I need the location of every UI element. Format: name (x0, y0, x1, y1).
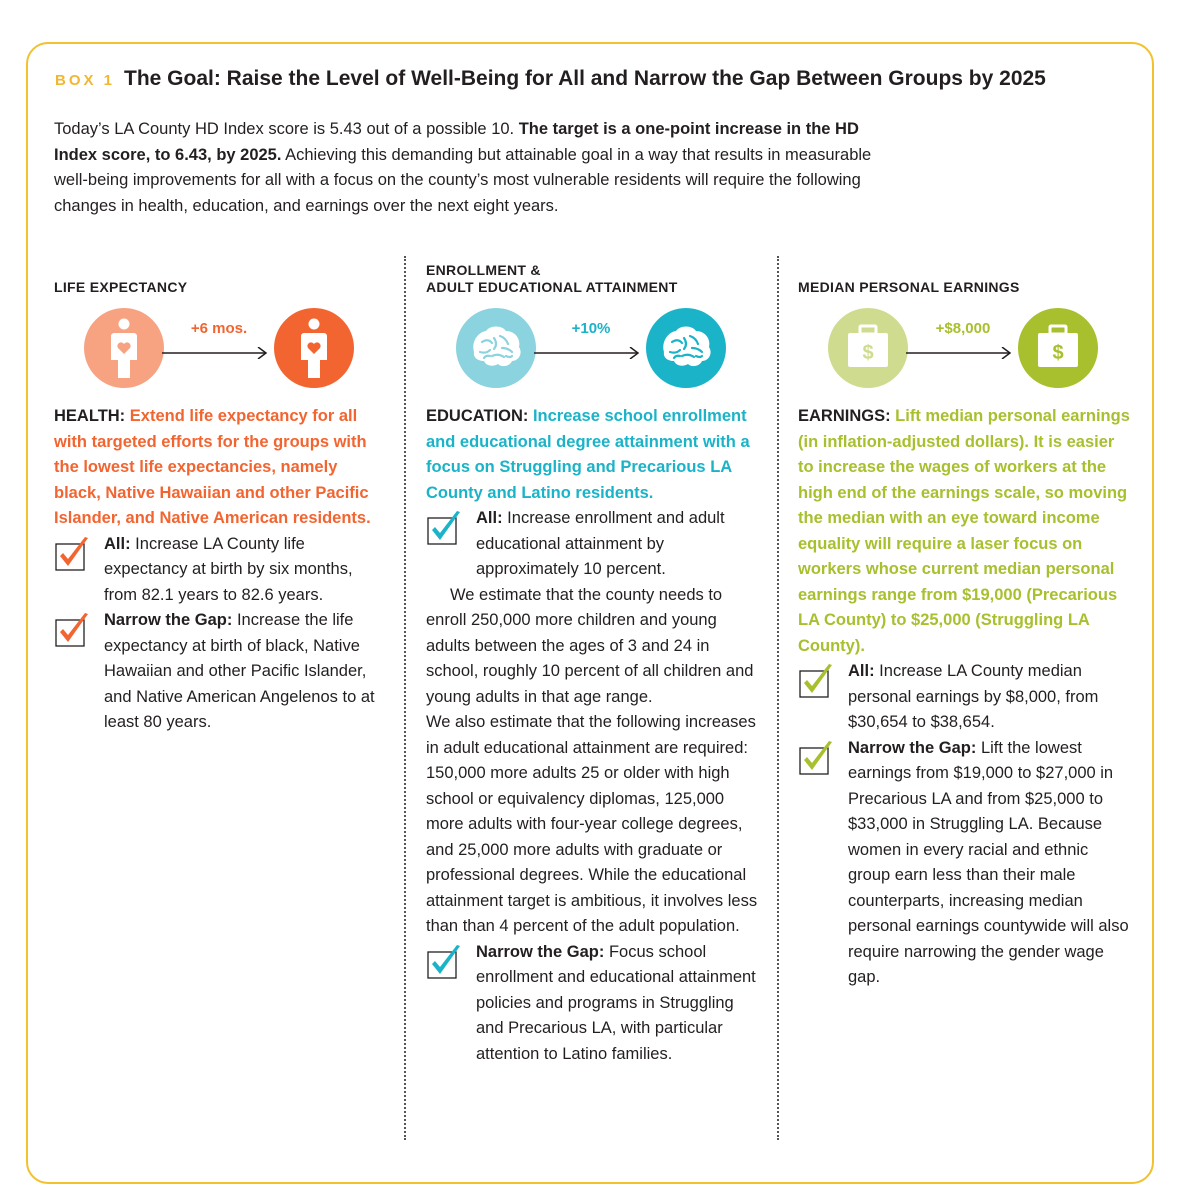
education-heading-line-2: ADULT EDUCATIONAL ATTAINMENT (426, 279, 678, 295)
checkmark-icon (426, 510, 464, 546)
education-graphic (426, 296, 762, 404)
checkmark-icon (798, 663, 836, 699)
earnings-gap-text: Lift the lowest earnings from $19,000 to $27,000 in Precarious LA and from $25,000 to $33,000 in Struggling LA. Because women in every racial and ethnic group earn less than their male counterparts, increasing median personal earnings countywide will also require narrowing the gender wage gap. (848, 738, 1129, 986)
intro-target-text: The target is a one-point increase in the HD Index score, to 6.43, by 2025. (54, 120, 859, 164)
box-title: The Goal: Raise the Level of Well-Being for All and Narrow the Gap Between Groups by 2025 (124, 67, 1046, 90)
health-column (54, 252, 386, 736)
education-heading (426, 252, 762, 296)
person-heart-icon (274, 308, 354, 388)
education-paragraph-1: We estimate that the county needs to enroll 250,000 more children and young adults between the ages of 3 and 24 in school, roughly 10 percent of all children and young adults in that age range. (426, 585, 754, 706)
earnings-column (798, 252, 1134, 991)
earnings-all-item (798, 659, 1134, 736)
education-section (426, 404, 762, 1067)
box-label: BOX 1 (55, 72, 116, 89)
education-lead (426, 404, 762, 506)
health-gap-text: Increase the life expectancy at birth of black, Native Hawaiian and other Pacific Islander, and Native American Angelenos to at least 80 years. (104, 611, 375, 731)
money-bag-icon (1018, 308, 1098, 388)
health-lead (54, 404, 386, 532)
education-all-item (426, 506, 762, 583)
earnings-lead (798, 404, 1134, 659)
education-gap-label: Narrow the Gap: (476, 942, 605, 961)
education-arrow-label: +10% (571, 320, 611, 337)
earnings-lead-text: Lift median personal earnings (in inflation-adjusted dollars). It is easier to increase the wages of workers at the high end of the earnings scale, so moving the median with an eye toward income equality will require a laser focus on workers whose current median personal earnings range from $19,000 (Precarious LA County) to $25,000 (Struggling LA County). (798, 407, 1130, 655)
earnings-section (798, 404, 1134, 991)
money-bag-icon (828, 308, 908, 388)
column-divider-1 (404, 256, 406, 1140)
arrow-right-icon (534, 347, 642, 359)
life-expectancy-arrow-label: +6 mos. (190, 320, 248, 337)
column-divider-2 (777, 256, 779, 1140)
health-lead-label: HEALTH: (54, 407, 126, 425)
health-all-item (54, 532, 386, 609)
education-column (426, 252, 762, 1067)
dollar-symbol: $ (1052, 342, 1064, 364)
life-expectancy-heading: LIFE EXPECTANCY (54, 279, 188, 295)
earnings-lead-label: EARNINGS: (798, 407, 891, 425)
checkmark-icon (798, 740, 836, 776)
earnings-all-label: All: (848, 662, 875, 680)
health-lead-text: Extend life expectancy for all with targeted efforts for the groups with the lowest life expectancies, namely black, Native Hawaiian and other Pacific Islander, and Native American residents. (54, 407, 371, 527)
earnings-graphic (798, 296, 1134, 404)
earnings-heading: MEDIAN PERSONAL EARNINGS (798, 279, 1020, 295)
intro-text-2: Achieving this demanding but attainable goal in a way that results in measurable well-being improvements for all with a focus on the county’s most vulnerable residents will require the following changes in health, education, and earnings over the next eight years. (54, 145, 872, 215)
education-heading-line-1: ENROLLMENT & (426, 262, 541, 278)
education-gap-item (426, 940, 762, 1068)
education-lead-label: EDUCATION: (426, 407, 529, 425)
dollar-symbol: $ (862, 342, 874, 364)
earnings-gap-item (798, 736, 1134, 991)
health-all-label: All: (104, 534, 131, 553)
earnings-all-text: Increase LA County median personal earnings by $8,000, from $30,654 to $38,654. (848, 662, 1099, 731)
education-paragraph-2: We also estimate that the following increases in adult educational attainment are required: 150,000 more adults 25 or older with high school or equivalency diplomas, 125,000 more adults with four-year college degrees, and 25,000 more adults with graduate or professional degrees. While the educational attainment target is ambitious, it involves less than than 4 percent of the adult population. (426, 713, 758, 935)
arrow-right-icon (162, 347, 270, 359)
education-all-text: Increase enrollment and adult educational attainment by approximately 10 percent. (476, 509, 725, 578)
education-all-label: All: (476, 509, 503, 527)
brain-icon (456, 308, 536, 388)
intro-text-1: Today’s LA County HD Index score is 5.43 out of a possible 10. (54, 120, 519, 138)
earnings-arrow-label: +$8,000 (935, 320, 991, 337)
brain-icon (646, 308, 726, 388)
health-gap-label: Narrow the Gap: (104, 611, 233, 629)
person-heart-icon (84, 308, 164, 388)
checkmark-icon (54, 612, 92, 648)
health-all-text: Increase LA County life expectancy at birth by six months, from 82.1 years to 82.6 years. (104, 534, 353, 604)
health-gap-item (54, 608, 386, 736)
arrow-right-icon (906, 347, 1014, 359)
health-section (54, 404, 386, 736)
checkmark-icon (426, 944, 464, 980)
earnings-gap-label: Narrow the Gap: (848, 738, 977, 757)
education-lead-text: Increase school enrollment and educational degree attainment with a focus on Struggling and Precarious LA County and Latino residents. (426, 407, 750, 502)
education-gap-text: Focus school enrollment and educational attainment policies and programs in Struggling and Precarious LA, with particular attention to Latino families. (476, 942, 756, 1063)
intro-paragraph (54, 117, 884, 219)
life-expectancy-graphic (54, 296, 386, 404)
checkmark-icon (54, 536, 92, 572)
